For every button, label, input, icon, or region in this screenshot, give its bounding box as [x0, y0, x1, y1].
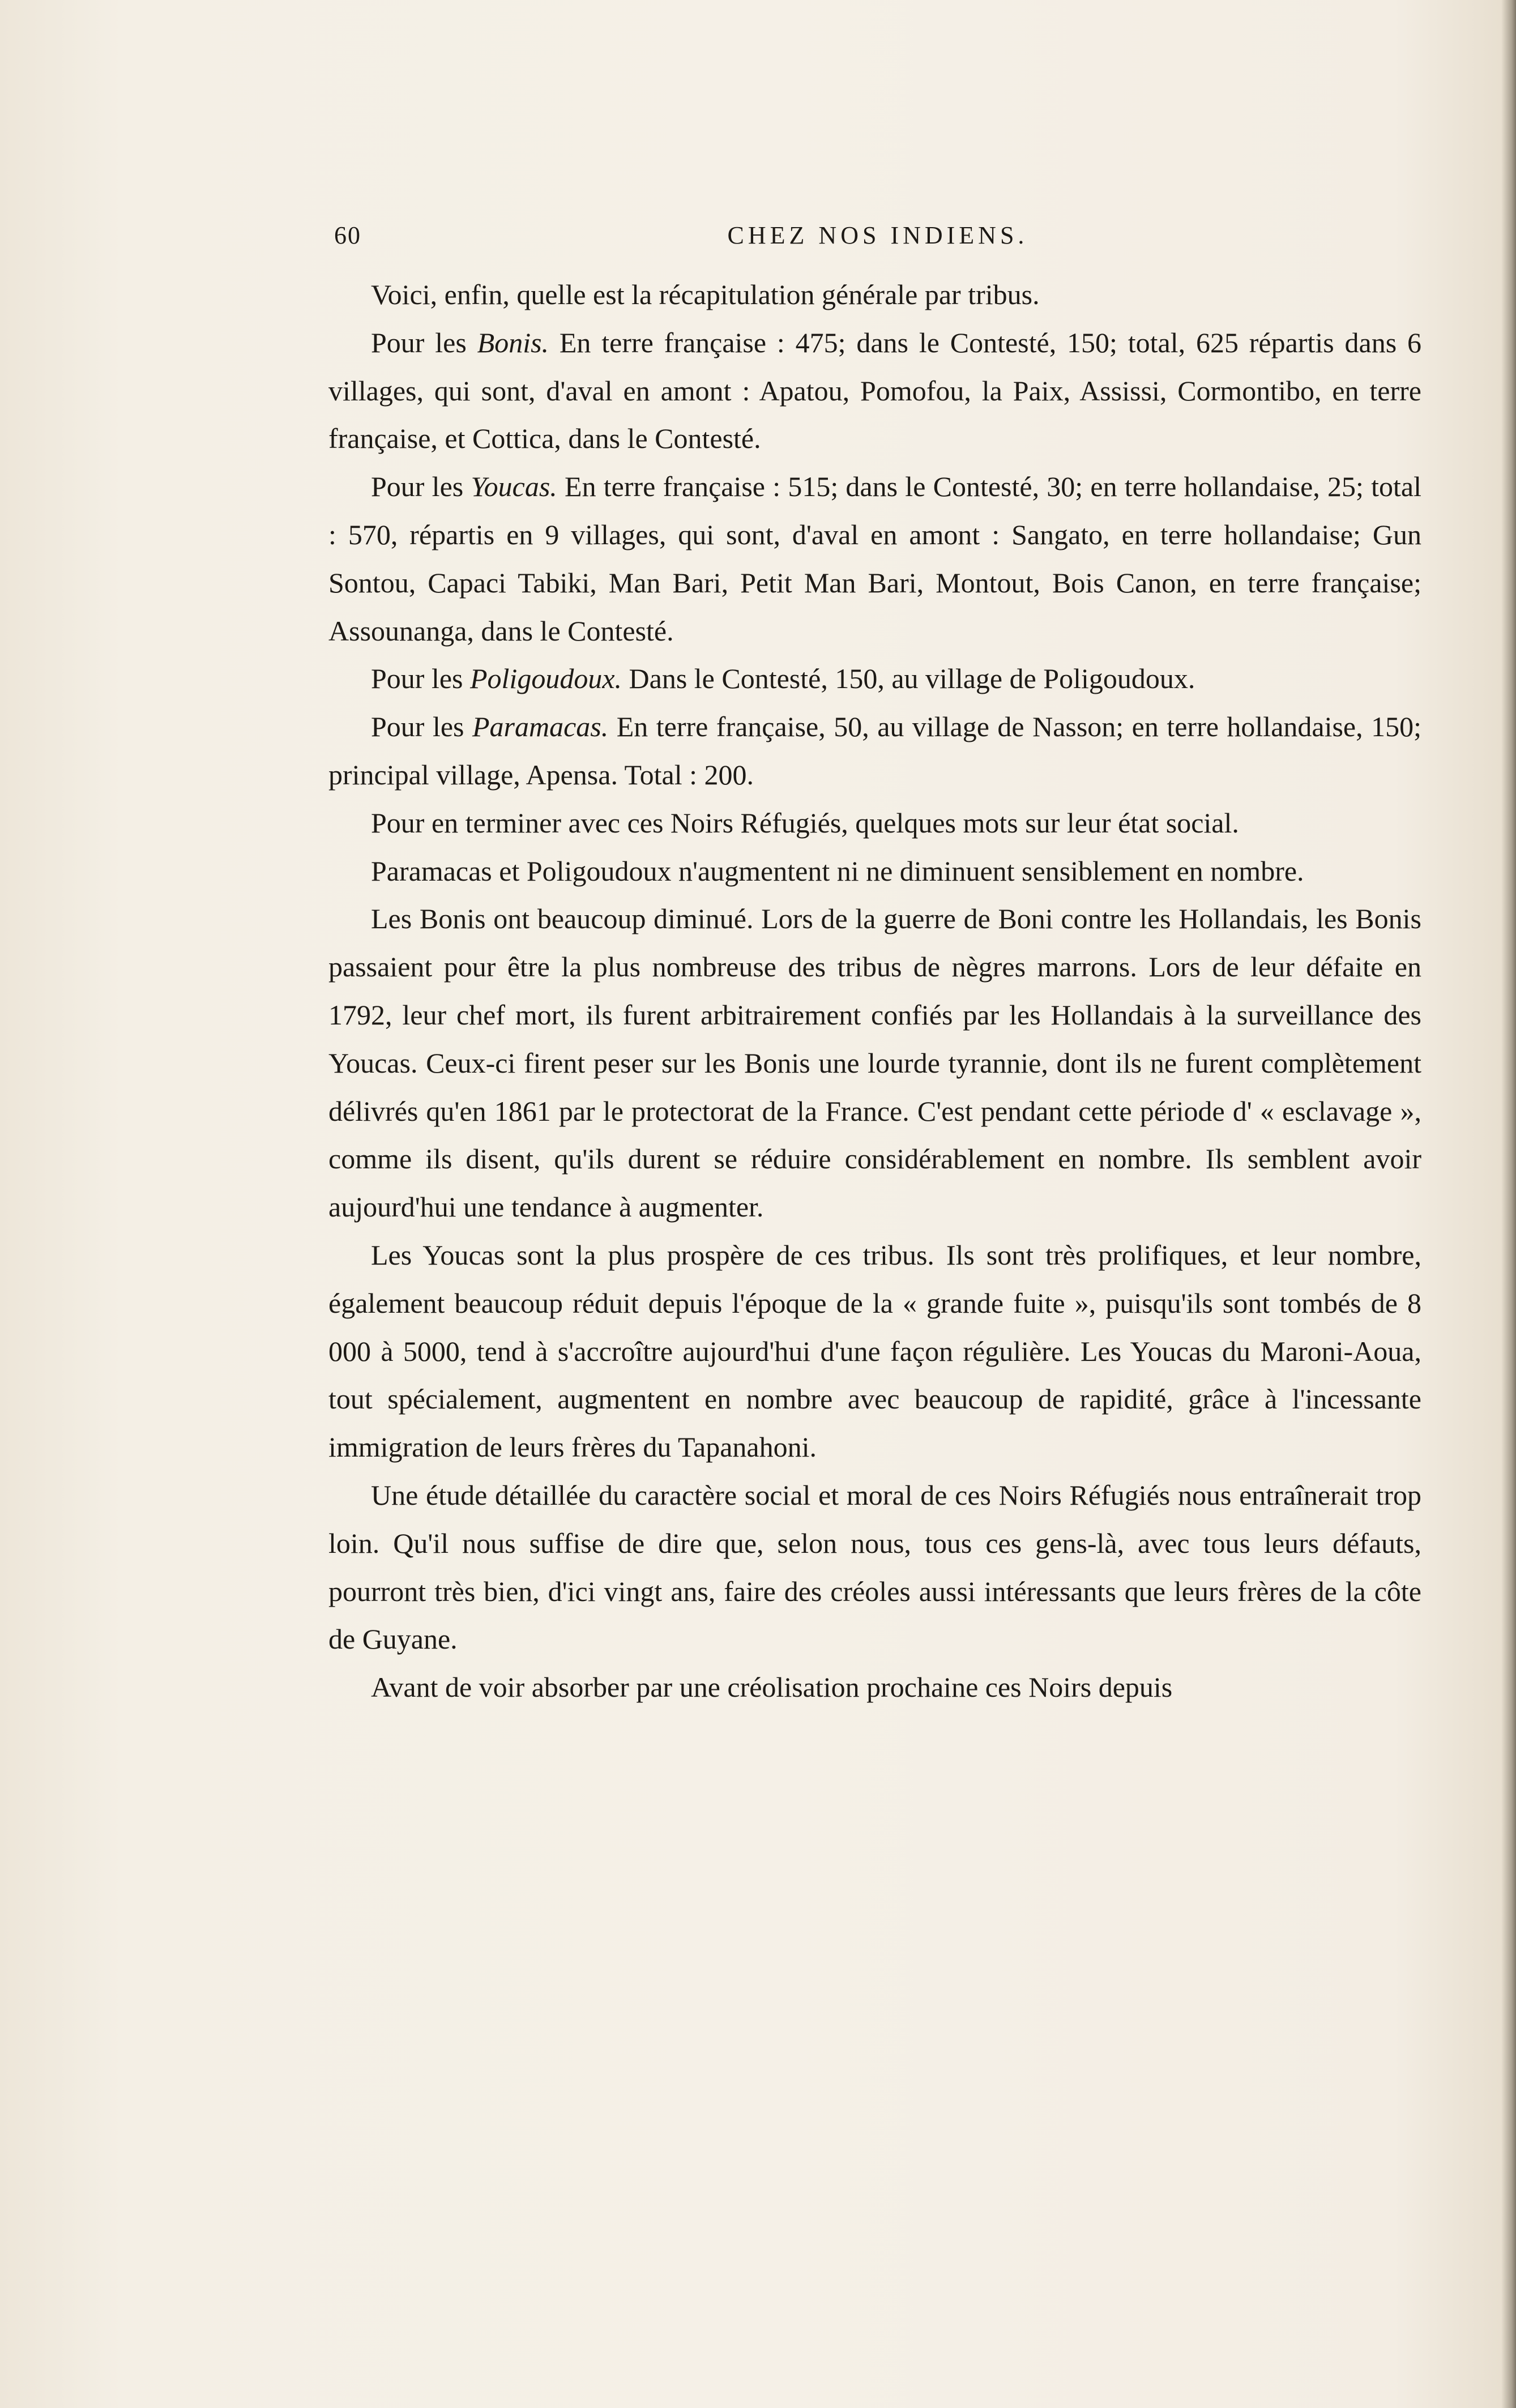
paragraph — [328, 319, 1421, 463]
page-edge-shadow — [1501, 0, 1516, 2408]
paragraph: Les Bonis ont beaucoup diminué. Lors de la guerre de Boni contre les Hollandais, les Bonis passaient pour être la plus nombreuse des tribus de nègres marrons. Lors de leur défaite en 1792, leur chef mort, ils furent arbitrairement confiés par les Hollandais à la surveillance des Youcas. Ceux-ci firent peser sur les Bonis une lourde tyrannie, dont ils ne furent complètement délivrés qu'en 1861 par le protectorat de la France. C'est pendant cette période d' « esclavage », comme ils disent, qu'ils durent se réduire considérablement en nombre. Ils semblent avoir aujourd'hui une tendance à augmenter. — [328, 903, 1421, 1223]
paragraph: Les Youcas sont la plus prospère de ces tribus. Ils sont très prolifiques, et leur nombre, également beaucoup réduit depuis l'époque de la « grande fuite », puisqu'ils sont tombés de 8 000 à 5000, tend à s'accroître aujourd'hui d'une façon régulière. Les Youcas du Maroni-Aoua, tout spécialement, augmentent en nombre avec beaucoup de rapidité, grâce à l'incessante immigration de leurs frères du Tapanahoni. — [328, 1239, 1421, 1463]
paragraph-lead: Pour les — [371, 663, 470, 695]
paragraph-rest: En terre française, 50, au village de Nasson; en terre hollandaise, 150; principal village, Apensa. Total : 200. — [328, 711, 1421, 791]
paragraph-lead: Pour les — [371, 711, 472, 743]
running-title: CHEZ NOS INDIENS. — [727, 221, 1028, 249]
paragraph-lead: Pour les — [371, 326, 477, 358]
paragraph — [328, 703, 1421, 799]
paragraph-rest: En terre française : 475; dans le Contesté, 150; total, 625 répartis dans 6 villages, qui sont, d'aval en amont : Apatou, Pomofou, la Paix, Assissi, Cormontibo, en terre française, et Cottica, dans le Contesté. — [328, 326, 1421, 455]
paragraph-lead: Pour les — [371, 471, 471, 503]
tribe-name: Bonis. — [477, 326, 549, 358]
paragraph-rest: Dans le Contesté, 150, au village de Poligoudoux. — [622, 663, 1195, 695]
tribe-name: Youcas. — [471, 471, 557, 503]
page-number: 60 — [334, 221, 361, 249]
paragraph: Avant de voir absorber par une créolisation prochaine ces Noirs depuis — [371, 1671, 1173, 1703]
running-head — [334, 221, 1421, 255]
paragraph-rest: En terre française : 515; dans le Contesté, 30; en terre hollandaise, 25; total : 570, répartis en 9 villages, qui sont, d'aval en amont : Sangato, en terre hollandaise; Gun Sontou, Capaci Tabiki, Man Bari, Petit Man Bari, Montout, Bois Canon, en terre française; Assounanga, dans le Contesté. — [328, 471, 1421, 647]
paragraph — [328, 463, 1421, 655]
paragraph — [328, 655, 1421, 703]
paragraph: Une étude détaillée du caractère social et moral de ces Noirs Réfugiés nous entraînerait trop loin. Qu'il nous suffise de dire que, selon nous, tous ces gens-là, avec tous leurs défauts, pourront très bien, d'ici vingt ans, faire des créoles aussi intéressants que leurs frères de la côte de Guyane. — [328, 1479, 1421, 1655]
tribe-name: Poligoudoux. — [470, 663, 622, 695]
paragraph: Voici, enfin, quelle est la récapitulation générale par tribus. — [371, 279, 1040, 310]
tribe-name: Paramacas. — [472, 711, 609, 743]
paragraph: Pour en terminer avec ces Noirs Réfugiés, quelques mots sur leur état social. — [371, 806, 1239, 839]
body-text — [328, 271, 1421, 1711]
paragraph: Paramacas et Poligoudoux n'augmentent ni ne diminuent sensiblement en nombre. — [371, 855, 1304, 887]
